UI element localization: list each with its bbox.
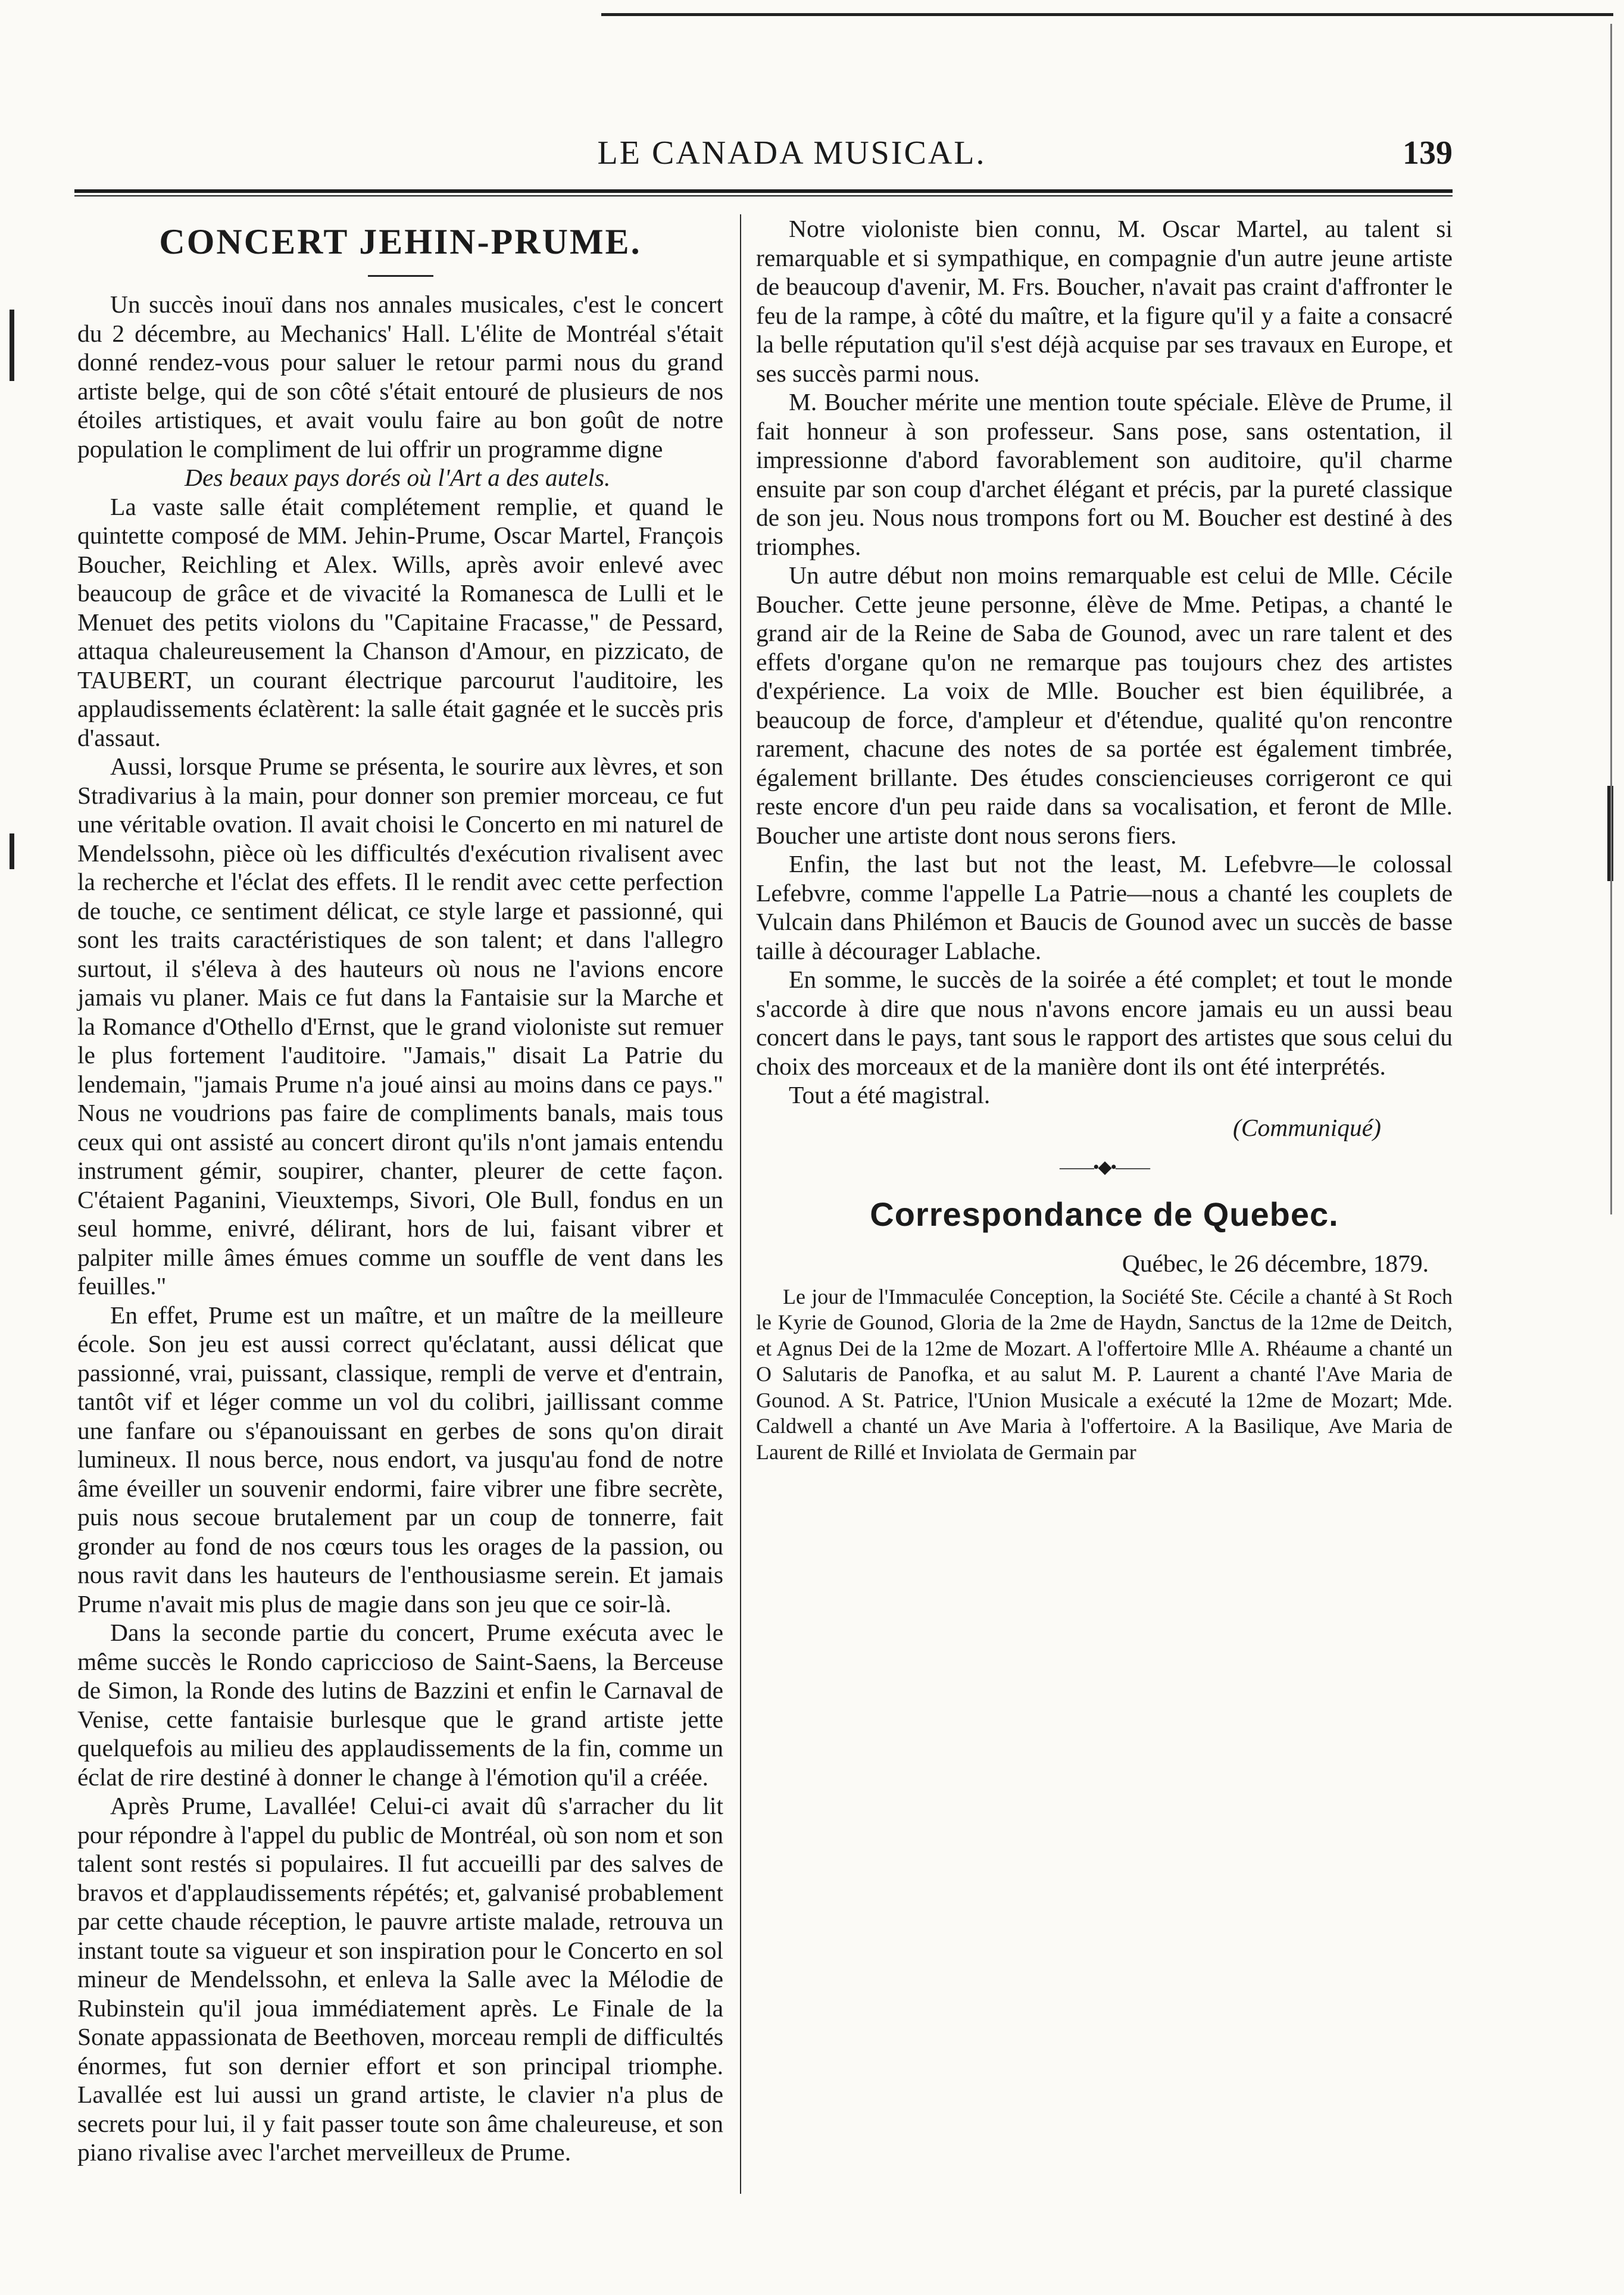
article-signature: (Communiqué) [1233, 1113, 1381, 1141]
article-title: Correspondance de Quebec. [870, 1195, 1339, 1233]
article-paragraph: Notre violoniste bien connu, M. Oscar Martel, au talent si remarquable et si sympathique, en compagnie d'un autre jeune artiste de beaucoup d'avenir, M. Frs. Boucher, n'avait pas craint d'affronter le feu de la rampe, à côté du maître, et la figure qu'il y a faite a consacré la belle réputation qu'il s'est déjà acquise par ses travaux en Europe, et ses succès parmi nous. [756, 215, 1453, 387]
article-paragraph: Un autre début non moins remarquable est celui de Mlle. Cécile Boucher. Cette jeune personne, élève de Mme. Petipas, a chanté le grand air de la Reine de Saba de Gounod, avec un rare talent et des effets d'organe qu'on ne remarque pas toujours chez des artistes d'expérience. La voix de Mlle. Boucher est bien équilibrée, a beaucoup de force, d'ampleur et d'étendue, qualité qu'on rencontre rarement, chacune des notes de sa portée est également timbrée, également brillante. Des études consciencieuses corrigeront ce qui reste encore d'un peu raide dans sa vocalisation, et feront de Mlle. Boucher une artiste dont nous serons fiers. [756, 561, 1453, 849]
right-column [756, 214, 1453, 1465]
article-paragraph: M. Boucher mérite une mention toute spéciale. Elève de Prume, il fait honneur à son professeur. Sans pose, sans ostentation, il impressionne d'abord favorablement son auditoire, qu'il charme ensuite par son coup d'archet élégant et précis, par la pureté classique de son jeu. Nous nous trompons fort ou M. Boucher est destiné à des triomphes. [756, 388, 1453, 560]
article-paragraph: Dans la seconde partie du concert, Prume exécuta avec le même succès le Rondo capriccioso de Saint-Saens, la Berceuse de Simon, la Ronde des lutins de Bazzini et enfin le Carnaval de Venise, cette fantaisie burlesque que le grand artiste jette quelquefois au milieu des applaudissements de la fin, comme un éclat de rire destiné à donner le change à l'émotion qu'il a créée. [77, 1619, 723, 1791]
ornament-divider: ——•◆•—— [1059, 1157, 1150, 1177]
article-paragraph: La vaste salle était complétement remplie, et quand le quintette composé de MM. Jehin-Prume, Oscar Martel, François Boucher, Reichling et Alex. Wills, après avoir enlevé avec beaucoup de grâce et de vivacité la Romanesca de Lulli et le Menuet des petits violons du "Capitaine Fracasse," de Pessard, attaqua chaleureusement la Chanson d'Amour, en pizzicato, de TAUBERT, un courant électrique parcourut l'auditoire, les applaudissements éclatèrent: la salle était gagnée et le succès pris d'assaut. [77, 492, 723, 751]
article-title: CONCERT JEHIN-PRUME. [159, 222, 642, 261]
article-paragraph: Tout a été magistral. [789, 1081, 991, 1109]
article-paragraph: En somme, le succès de la soirée a été complet; et tout le monde s'accorde à dire que nous n'avons encore jamais eu un aussi beau concert dans le pays, tant sous le rapport des artistes que sous celui du choix des morceaux et de la manière dont ils ont été interprétés. [756, 966, 1453, 1080]
correspondence-body [756, 1284, 1453, 1466]
column-divider [740, 214, 741, 2194]
article-paragraph: En effet, Prume est un maître, et un maître de la meilleure école. Son jeu est aussi correct qu'éclatant, aussi délicat que passionné, vrai, puissant, classique, rempli de verve et d'entrain, tantôt vif et léger comme un vol du colibri, jaillissant comme une fanfare ou s'épanouissant en gerbes de sons qu'on dirait lumineux. Il nous berce, nous endort, va jusqu'au fond de notre âme éveiller un souvenir endormi, faire vibrer une fibre secrète, puis nous secoue brutalement par un coup de tonnerre, fait gronder au fond de nos cœurs tous les orages de la passion, ou nous ravit dans les hauteurs de l'enthousiasme serein. Et jamais Prume n'avait mis plus de magie dans son jeu que ce soir-là. [77, 1301, 723, 1618]
edge-mark [1610, 24, 1612, 1214]
article-paragraph: Enfin, the last but not the least, M. Lefebvre—le colossal Lefebvre, comme l'appelle La Patrie—nous a chanté les couplets de Vulcain dans Philémon et Baucis de Gounod avec un succès de basse taille à décourager Lablache. [756, 850, 1453, 964]
edge-mark [10, 833, 14, 869]
article-paragraph: Le jour de l'Immaculée Conception, la Société Ste. Cécile a chanté à St Roch le Kyrie de Gounod, Gloria de la 2me de Haydn, Sanctus de la 12me de Deitch, et Agnus Dei de la 12me de Mozart. A l'offertoire Mlle A. Rhéaume a chanté un O Salutaris de Panofka, et au salut M. P. Laurent a chanté l'Ave Maria de Gounod. A St. Patrice, l'Union Musicale a exécuté la 12me de Mozart; Mde. Caldwell a chanté un Ave Maria à l'offertoire. A la Basilique, Ave Maria de Laurent de Rillé et Inviolata de Germain par [756, 1284, 1453, 1464]
left-column [77, 214, 723, 2167]
top-edge-rule [601, 13, 1613, 16]
dateline: Québec, le 26 décembre, 1879. [1122, 1250, 1429, 1277]
running-title: LE CANADA MUSICAL. [597, 135, 986, 171]
title-rule [368, 275, 433, 277]
edge-mark [10, 310, 14, 381]
page-number: 139 [1403, 135, 1453, 171]
header-rule [74, 189, 1453, 196]
article-paragraph: Aussi, lorsque Prume se présenta, le sourire aux lèvres, et son Stradivarius à la main, pour donner son premier morceau, ce fut une véritable ovation. Il avait choisi le Concerto en mi naturel de Mendelssohn, pièce où les difficultés d'exécution rivalisent avec la recherche et l'éclat des effets. Il le rendit avec cette perfection de touche, ce sentiment délicat, ce style large et passionné, qui sont les traits caractéristiques de son talent; et dans l'allegro surtout, il s'éleva à des hauteurs où nous ne l'avions encore jamais vu planer. Mais ce fut dans la Fantaisie sur la Marche et la Romance d'Othello d'Ernst, que le grand violoniste sut remuer le plus fortement l'auditoire. "Jamais," disait La Patrie du lendemain, "jamais Prume n'a joué ainsi au moins dans ce pays." Nous ne voudrions pas faire de compliments banals, mais tous ceux qui ont assisté au concert diront qu'ils n'ont jamais entendu instrument gémir, soupirer, chanter, pleurer de cette façon. C'étaient Paganini, Vieuxtemps, Sivori, Ole Bull, fondus en un seul homme, enivré, délirant, hors de lui, faisant vibrer et palpiter mille âmes émues comme un souffle de vent dans les feuilles." [77, 752, 723, 1300]
verse-quote: Des beaux pays dorés où l'Art a des autels. [185, 464, 611, 491]
article-paragraph: Après Prume, Lavallée! Celui-ci avait dû s'arracher du lit pour répondre à l'appel du public de Montréal, où son nom et son talent sont restés si populaires. Il fut accueilli par des salves de bravos et d'applaudissements répétés; et, galvanisé probablement par cette chaude réception, le pauvre artiste malade, retrouva un instant toute sa vigueur et son inspiration pour le Concerto en sol mineur de Mendelssohn, et enleva la Salle avec la Mélodie de Rubinstein qu'il joua immédiatement après. Le Finale de la Sonate appassionata de Beethoven, morceau rempli de difficultés énormes, fut son dernier effort et son principal triomphe. Lavallée est lui aussi un grand artiste, le clavier n'a plus de secrets pour lui, il y fait passer toute son âme chaleureuse, et son piano rivalise avec l'archet merveilleux de Prume. [77, 1792, 723, 2166]
article-paragraph: Un succès inouï dans nos annales musicales, c'est le concert du 2 décembre, au Mechanics' Hall. L'élite de Montréal s'était donné rendez-vous pour saluer le retour parmi nous du grand artiste belge, qui de son côté s'était entouré de plusieurs de nos étoiles artistiques, et avait voulu faire au bon goût de notre population le compliment de lui offrir un programme digne [77, 291, 723, 463]
page-header [71, 134, 1453, 182]
